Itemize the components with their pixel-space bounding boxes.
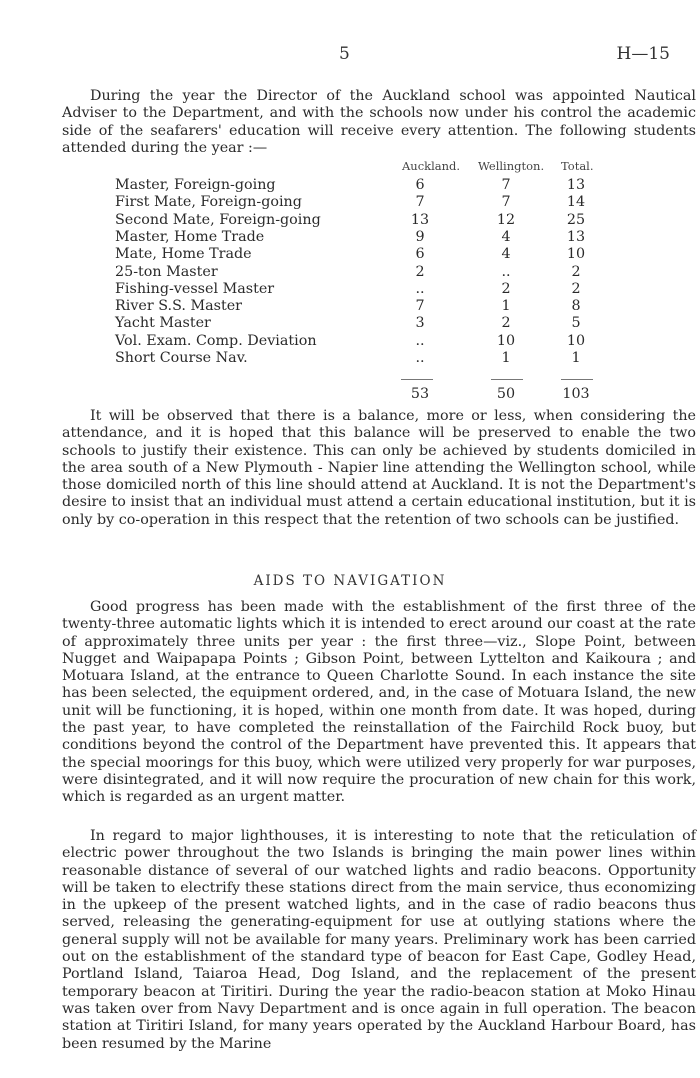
wellington-value: 7	[501, 177, 511, 193]
wellington-value: 10	[496, 332, 516, 349]
total-auckland: 53	[410, 386, 430, 402]
sum-rule-auckland	[401, 379, 433, 380]
balance-paragraph: It will be observed that there is a balance, more or less, when considering the attendance, and it is hoped that this balance will be preserved to enable the two schools to justify their existence. This can only be achieved by students domiciled in the area south of a New Plymouth - Napier line attending the Wellington school, while those domiciled north of this line should attend at Auckland. It is not the Department's desire to insist that an individual must attend a certain educational institution, but it is only by co-operation in this respect that the retention of two schools can be justified.	[62, 408, 696, 528]
navigation-paragraph-2: In regard to major lighthouses, it is interesting to note that the reticulation of electric power throughout the two Islands is bringing the main power lines within reasonable distance of several of our watched lights and radio beacons. Opportunity will be taken to electrify these stations direct from the main service, thus economizing in the upkeep of the present watched lights, and in the case of radio beacons thus served, releasing the generating-equipment for use at outlying stations where the general supply will not be available for many years. Preliminary work has been carried out on the establishment of the standard type of beacon for East Cape, Godley Head, Portland Island, Taiaroa Head, Dog Island, and the replacement of the present temporary beacon at Tiritiri. During the year the radio-beacon station at Moko Hinau was taken over from Navy Department and is once again in full operation. The beacon station at Tiritiri Island, for many years operated by the Auckland Harbour Board, has been resumed by the Marine	[62, 828, 696, 1052]
total-value: 2	[571, 263, 581, 280]
sum-rule-total	[561, 379, 593, 380]
total-value: 14	[566, 194, 586, 211]
wellington-value: 1	[501, 350, 511, 366]
sum-rule-wellington	[491, 379, 523, 380]
auckland-value: 2	[415, 263, 425, 280]
intro-paragraph: During the year the Director of the Auckland school was appointed Nautical Adviser to the Department, and with the schools now under his control the academic side of the seafarers' education will receive every attention. The following students attended during the year :—	[62, 88, 696, 156]
auckland-value: 6	[415, 177, 425, 193]
course-label: Short Course Nav.	[115, 350, 248, 366]
course-label: Master, Foreign-going	[115, 177, 276, 193]
total-value: 10	[566, 332, 586, 349]
wellington-value: 4	[501, 228, 511, 245]
auckland-value: 6	[415, 246, 425, 263]
column-header-auckland: Auckland.	[402, 159, 461, 173]
auckland-value: 9	[415, 228, 425, 245]
total-value: 2	[571, 280, 581, 297]
auckland-value: 7	[415, 194, 425, 211]
column-header-total: Total.	[561, 159, 594, 173]
wellington-value: 2	[501, 315, 511, 332]
course-label: Second Mate, Foreign-going	[115, 211, 321, 228]
wellington-value: 7	[501, 194, 511, 211]
auckland-value: 7	[415, 298, 425, 315]
wellington-value: 4	[501, 246, 511, 263]
column-header-wellington: Wellington.	[478, 159, 545, 173]
auckland-value: ..	[415, 332, 425, 349]
auckland-value: 3	[415, 315, 425, 332]
auckland-value: ..	[415, 280, 425, 297]
course-label: Fishing-vessel Master	[115, 280, 275, 297]
total-value: 13	[566, 177, 586, 193]
total-value: 5	[571, 315, 581, 332]
total-value: 10	[566, 246, 586, 263]
course-label: 25-ton Master	[115, 263, 218, 280]
wellington-value: 2	[501, 280, 511, 297]
total-value: 1	[571, 350, 581, 366]
course-label: Yacht Master	[115, 315, 211, 332]
wellington-value: 12	[496, 211, 516, 228]
course-label: Mate, Home Trade	[115, 246, 252, 263]
total-value: 8	[571, 298, 581, 315]
navigation-paragraph-1: Good progress has been made with the establishment of the first three of the twenty-three automatic lights which it is intended to erect around our coast at the rate of approximately three units per year : the first three—viz., Slope Point, between Nugget and Waipapapa Points ; Gibson Point, between Lyttelton and Kaikoura ; and Motuara Island, at the entrance to Queen Charlotte Sound. In each instance the site has been selected, the equipment ordered, and, in the case of Motuara Island, the new unit will be functioning, it is hoped, within one month from date. It was hoped, during the past year, to have completed the reinstallation of the Fairchild Rock buoy, but conditions beyond the control of the Department have prevented this. It appears that the special moorings for this buoy, which were utilized very properly for war purposes, were disintegrated, and it will now require the procuration of new chain for this work, which is regarded as an urgent matter.	[62, 599, 696, 806]
total-overall: 103	[562, 386, 590, 402]
total-wellington: 50	[496, 386, 516, 402]
document-reference: H—15	[616, 44, 670, 64]
auckland-value: ..	[415, 350, 425, 366]
auckland-value: 13	[410, 211, 430, 228]
section-heading: AIDS TO NAVIGATION	[253, 573, 447, 589]
page-number: 5	[339, 44, 350, 64]
course-label: River S.S. Master	[115, 298, 242, 315]
wellington-value: 1	[501, 298, 511, 315]
course-label: Master, Home Trade	[115, 228, 265, 245]
total-value: 25	[566, 211, 586, 228]
total-value: 13	[566, 228, 586, 245]
course-label: Vol. Exam. Comp. Deviation	[115, 332, 317, 349]
wellington-value: ..	[501, 263, 511, 280]
course-label: First Mate, Foreign-going	[115, 194, 302, 211]
